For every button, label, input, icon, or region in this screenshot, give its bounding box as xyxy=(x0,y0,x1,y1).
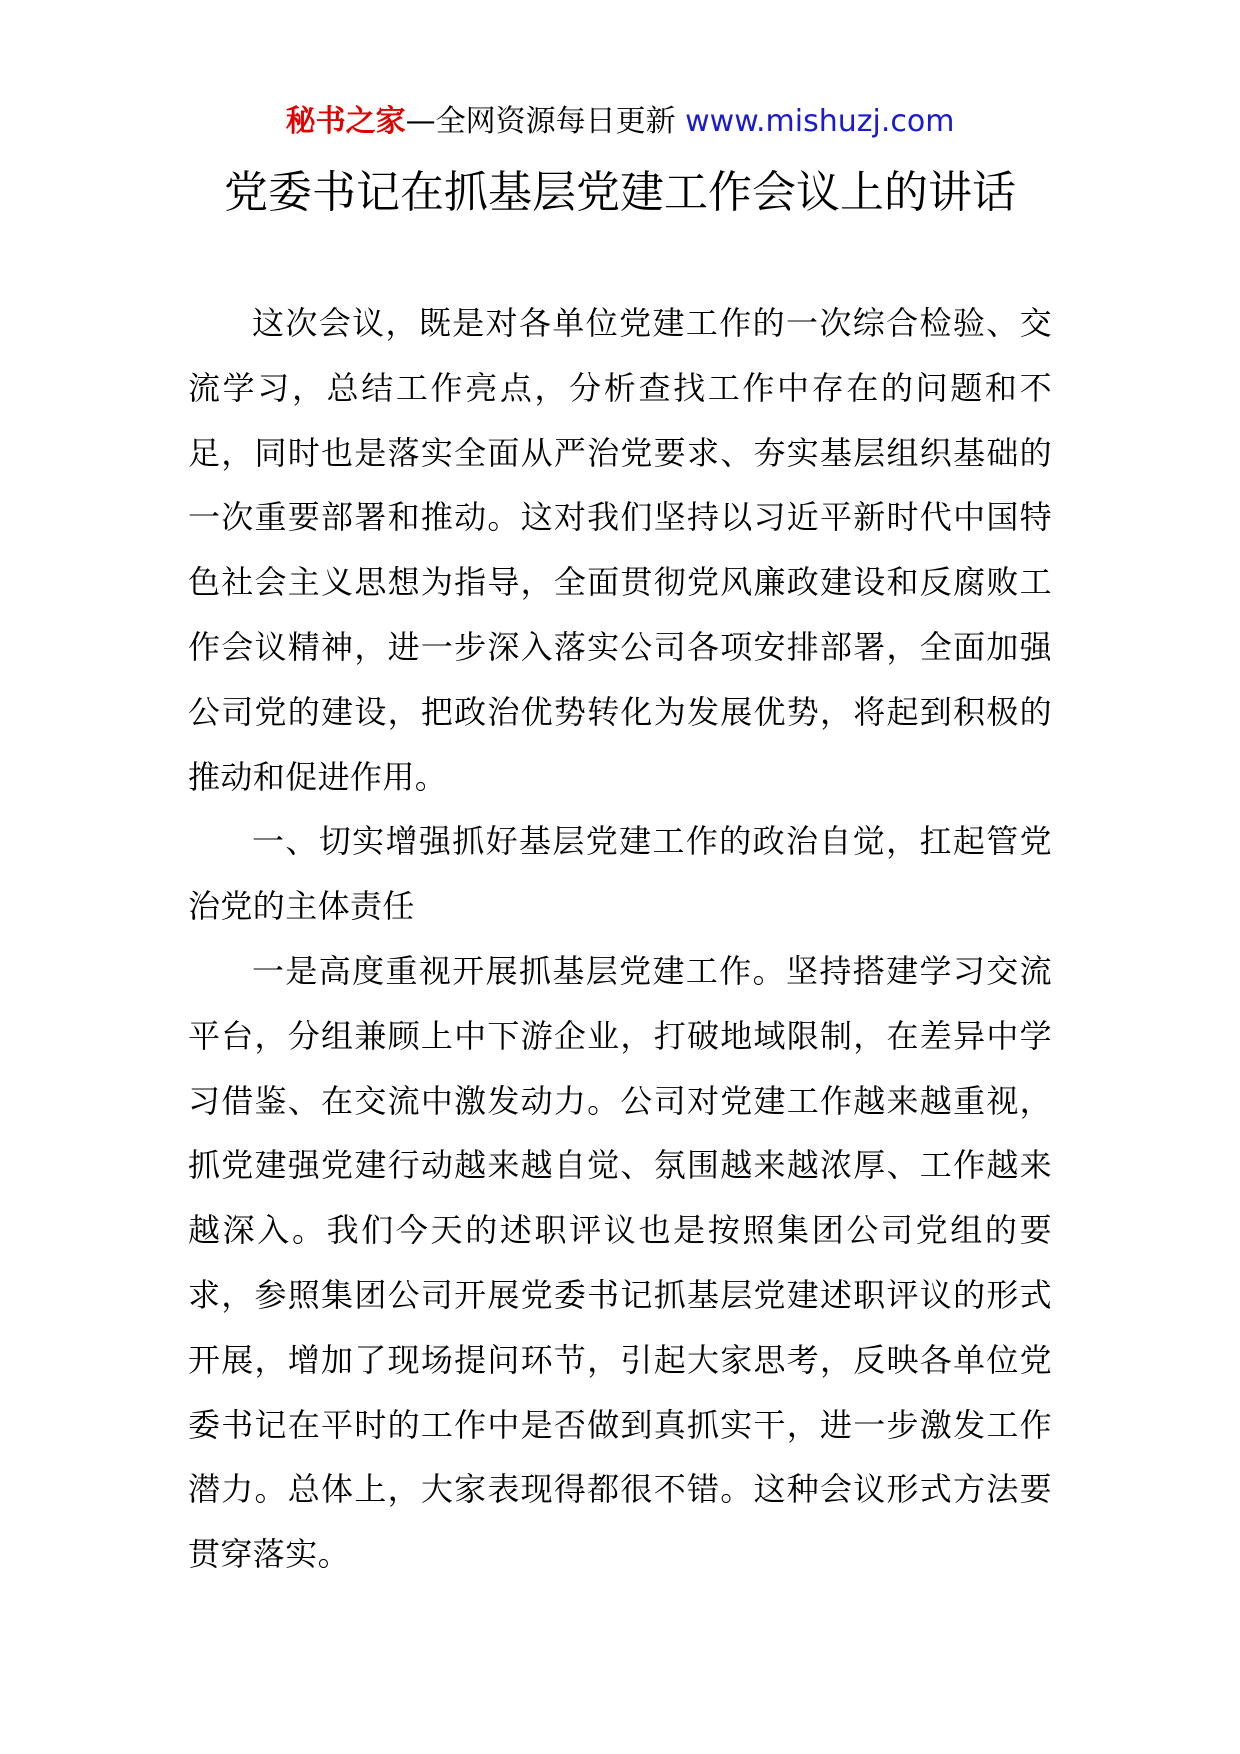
site-slogan: —全网资源每日更新 xyxy=(405,104,686,139)
site-brand: 秘书之家 xyxy=(285,104,406,139)
site-url-link[interactable]: www.mishuzj.com xyxy=(685,104,955,139)
section-heading-1: 一、切实增强抓好基层党建工作的政治自觉，扛起管党治党的主体责任 xyxy=(188,822,1052,926)
site-header xyxy=(0,100,1240,144)
document-body xyxy=(188,291,1052,1587)
body-paragraph: 一是高度重视开展抓基层党建工作。坚持搭建学习交流平台，分组兼顾上中下游企业，打破地域限制，在差异中学习借鉴、在交流中激发动力。公司对党建工作越来越重视，抓党建强党建行动越来越自觉、氛围越来越浓厚、工作越来越深入。我们今天的述职评议也是按照集团公司党组的要求，参照集团公司开展党委书记抓基层党建述职评议的形式开展，增加了现场提问环节，引起大家思考，反映各单位党委书记在平时的工作中是否做到真抓实干，进一步激发工作潜力。总体上，大家表现得都很不错。这种会议形式方法要贯穿落实。 xyxy=(188,951,1052,1574)
intro-paragraph: 这次会议，既是对各单位党建工作的一次综合检验、交流学习，总结工作亮点，分析查找工作中存在的问题和不足，同时也是落实全面从严治党要求、夯实基层组织基础的一次重要部署和推动。这对我们坚持以习近平新时代中国特色社会主义思想为指导，全面贯彻党风廉政建设和反腐败工作会议精神，进一步深入落实公司各项安排部署，全面加强公司党的建设，把政治优势转化为发展优势，将起到积极的推动和促进作用。 xyxy=(188,304,1052,796)
document-title: 党委书记在抓基层党建工作会议上的讲话 xyxy=(224,167,1016,218)
